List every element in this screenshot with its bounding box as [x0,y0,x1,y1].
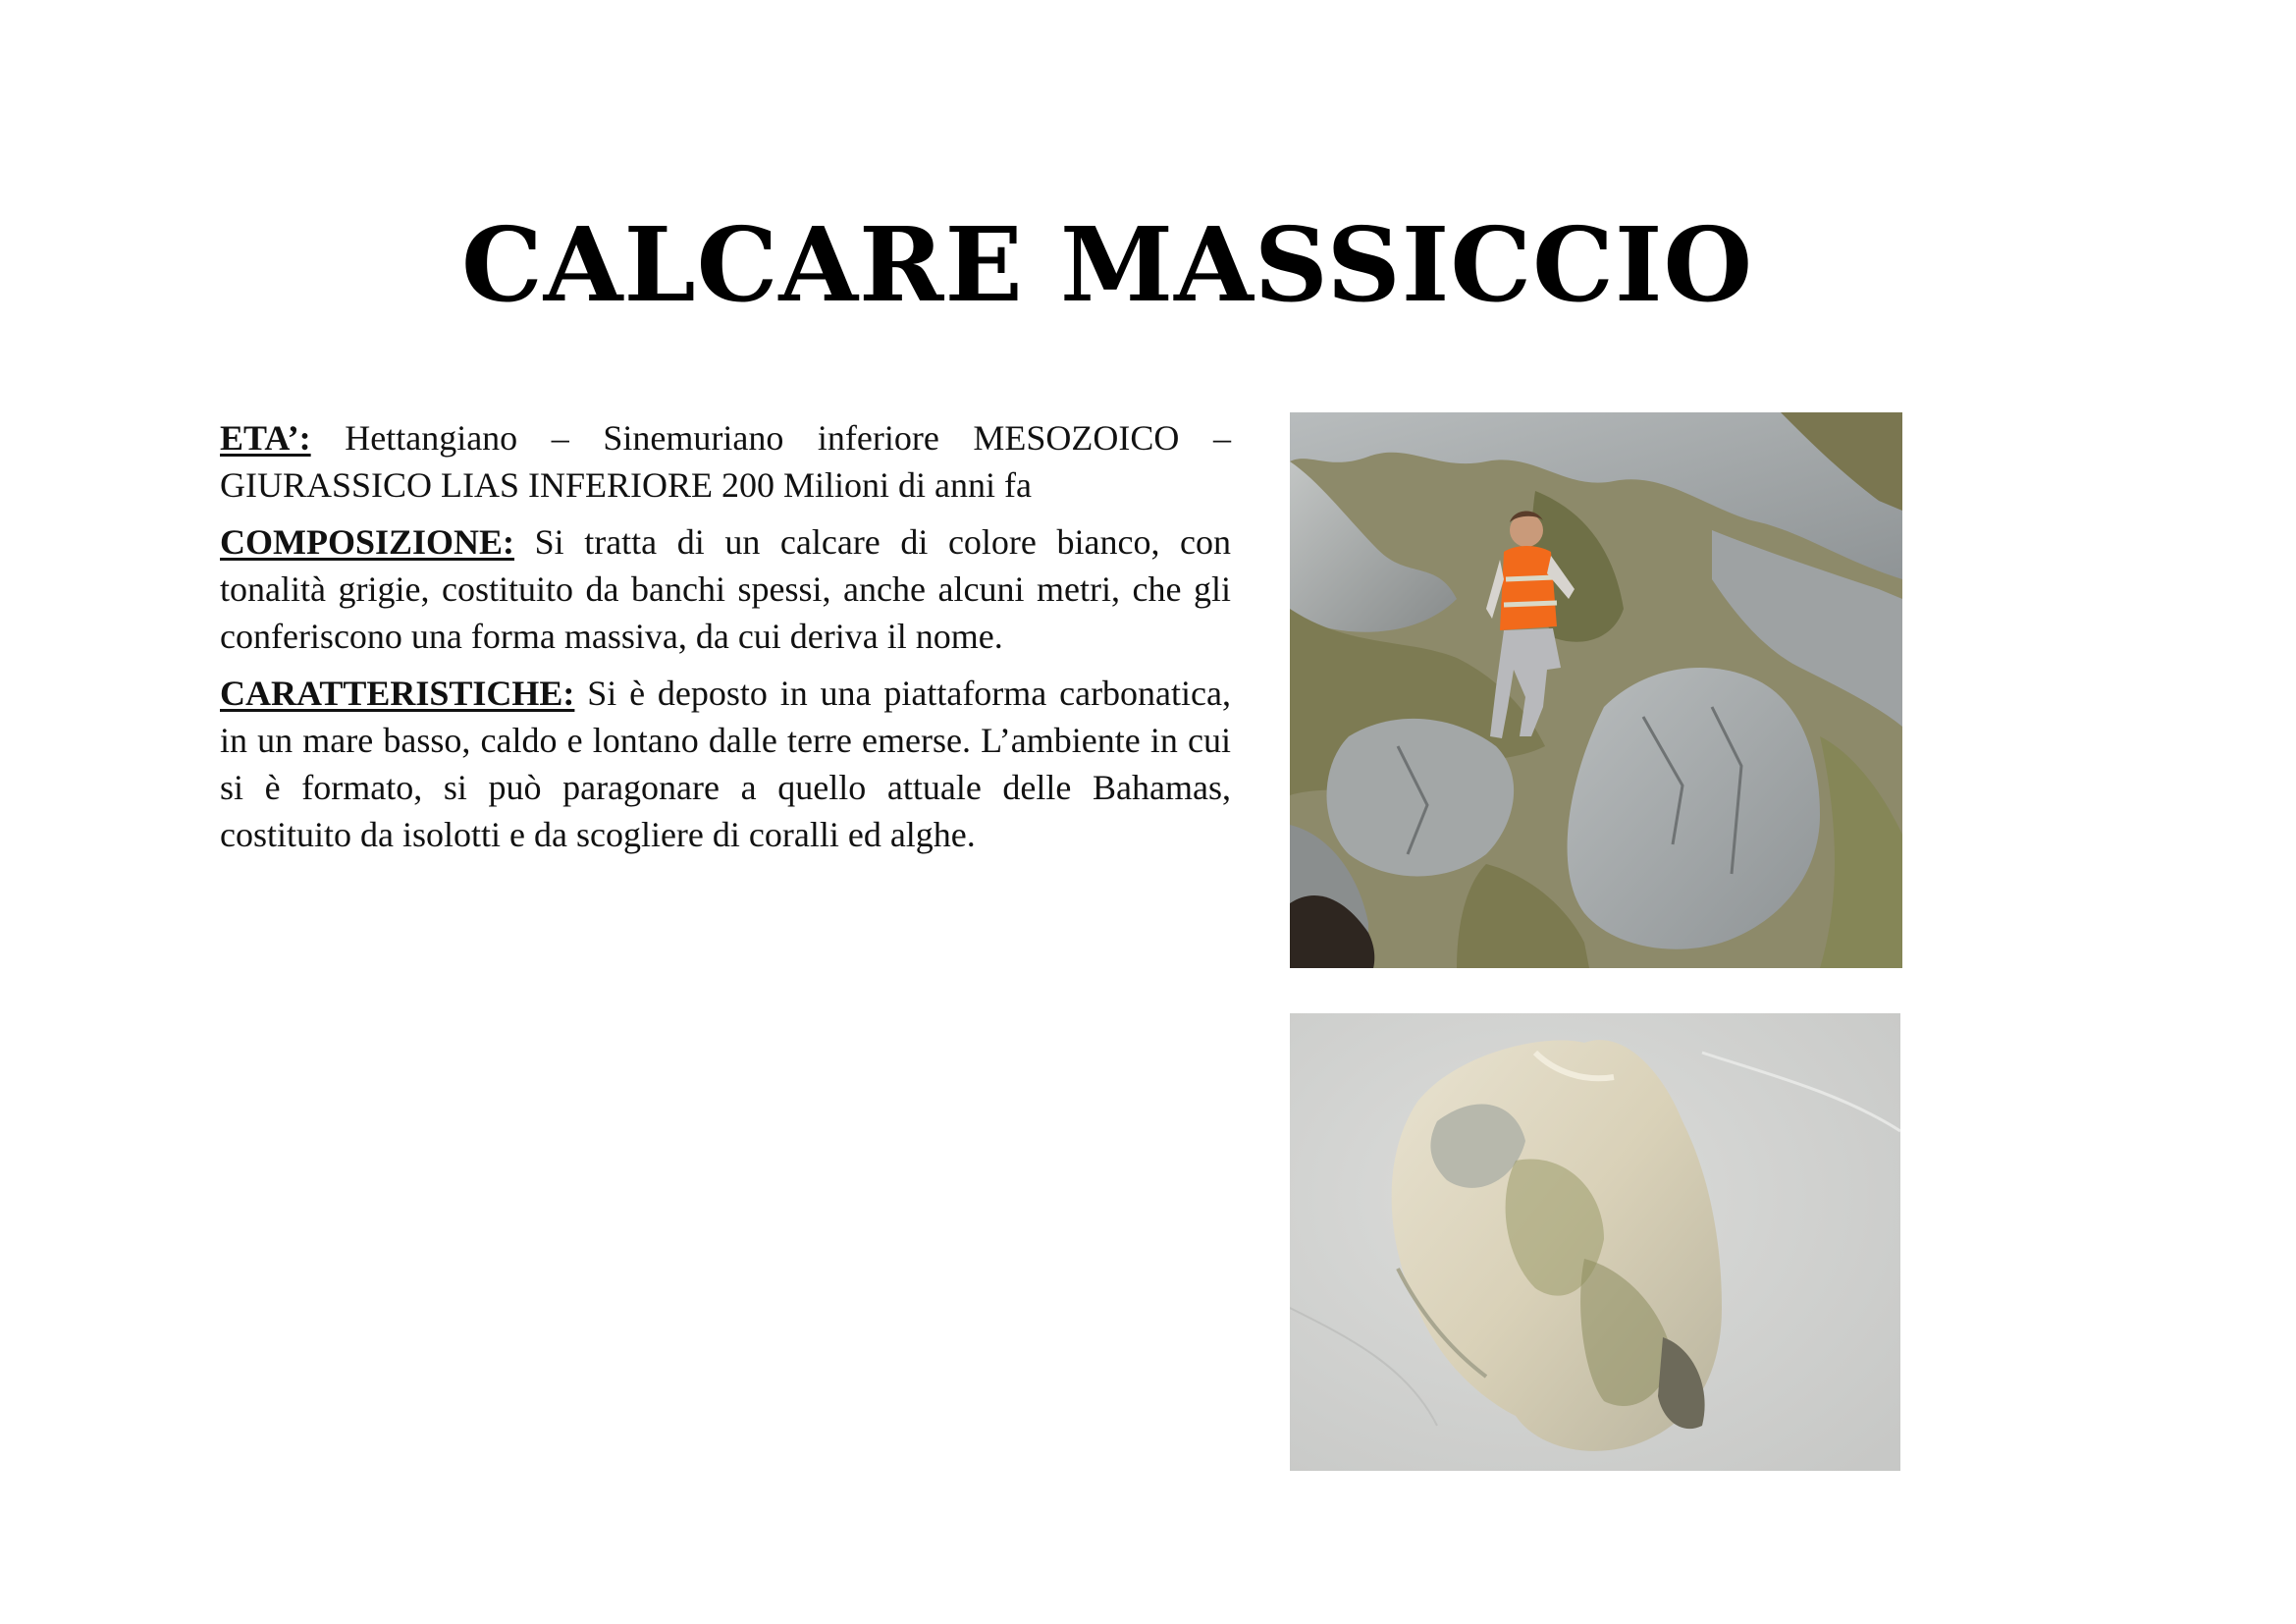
section-eta [220,414,1231,509]
rock-sample-image [1290,1013,1900,1471]
section-composizione-label: COMPOSIZIONE: [220,522,515,562]
section-caratteristiche [220,670,1231,858]
section-caratteristiche-label: CARATTERISTICHE: [220,674,575,713]
section-composizione [220,518,1231,660]
page-title: CALCARE MASSICCIO [461,204,1754,325]
description-text [220,414,1231,868]
section-eta-label: ETA’: [220,418,311,458]
outcrop-photo [1290,412,1902,968]
outcrop-photo-image [1290,412,1902,968]
section-caratteristiche-text: Si è deposto in una piattaforma carbonatica, in un mare basso, caldo e lontano dalle terre emerse. L’ambiente in cui si è formato, si può paragonare a quello attuale delle Bahamas, costituito da isolotti e da scogliere di coralli ed alghe. [220,674,1231,854]
rock-sample-photo [1290,1013,1900,1471]
section-eta-text: Hettangiano – Sinemuriano inferiore MESOZOICO – GIURASSICO LIAS INFERIORE 200 Milioni di anni fa [220,418,1231,505]
section-composizione-text: Si tratta di un calcare di colore bianco, con tonalità grigie, costituito da banchi spessi, anche alcuni metri, che gli conferiscono una forma massiva, da cui deriva il nome. [220,522,1231,656]
